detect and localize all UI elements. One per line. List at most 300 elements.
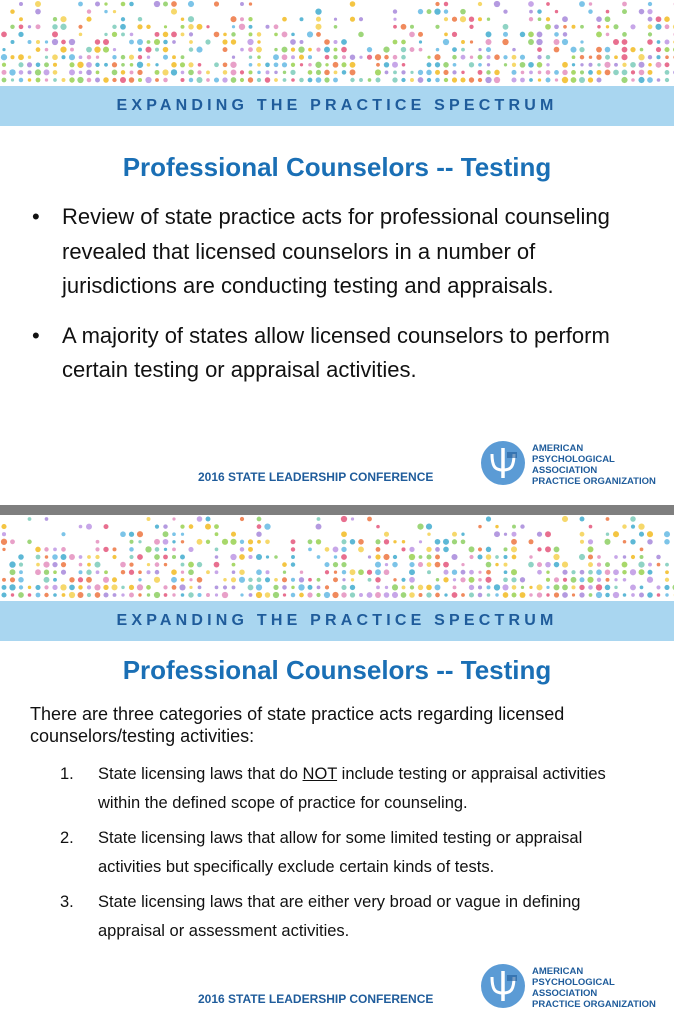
dot	[657, 78, 661, 82]
dot	[223, 33, 227, 37]
dot	[401, 70, 405, 74]
dot	[214, 62, 219, 67]
dot	[10, 539, 15, 544]
dot	[597, 562, 601, 566]
dot	[256, 592, 262, 598]
dot	[562, 516, 568, 522]
dot	[656, 555, 661, 560]
dot	[113, 10, 116, 13]
dot	[79, 71, 83, 75]
dot	[536, 39, 542, 45]
dot	[283, 71, 286, 74]
dot	[206, 570, 210, 574]
dot	[197, 516, 203, 522]
dot	[622, 9, 627, 14]
dot	[512, 555, 517, 560]
dot	[537, 570, 542, 575]
dot	[452, 55, 457, 60]
dot	[520, 55, 525, 60]
dot	[172, 593, 175, 596]
dot	[112, 55, 116, 59]
dot	[172, 555, 176, 559]
dot	[154, 39, 160, 45]
dot	[453, 578, 456, 581]
dot	[232, 56, 235, 59]
dot	[147, 63, 151, 67]
dot	[155, 48, 159, 52]
conference-footer: 2016 STATE LEADERSHIP CONFERENCE	[198, 992, 434, 1006]
apa-line: ASSOCIATION	[532, 465, 598, 476]
dot	[291, 593, 295, 597]
dot	[393, 55, 398, 60]
dot	[588, 570, 593, 575]
dot	[223, 70, 228, 75]
dot	[375, 539, 380, 544]
dot	[94, 562, 100, 568]
dot	[214, 562, 220, 568]
dot	[596, 31, 602, 37]
dot	[334, 71, 338, 75]
dot	[36, 563, 40, 567]
dot	[129, 55, 134, 60]
dot	[461, 55, 466, 60]
dot	[308, 539, 313, 544]
dot	[146, 585, 151, 590]
dot	[410, 71, 413, 74]
dot	[324, 39, 330, 45]
dot	[291, 33, 295, 37]
dot	[664, 585, 669, 590]
dot	[232, 585, 236, 589]
dot	[604, 62, 610, 68]
dot	[588, 9, 592, 13]
dot	[121, 570, 125, 574]
dot	[163, 585, 167, 589]
dot	[350, 539, 355, 544]
dot	[291, 578, 295, 582]
dot	[427, 570, 431, 574]
dot	[359, 17, 363, 21]
dot	[18, 32, 23, 37]
dot	[426, 592, 431, 597]
dot	[61, 55, 65, 59]
item-text-before: State licensing laws that do	[98, 765, 303, 783]
dot	[648, 17, 653, 22]
dot	[316, 524, 322, 530]
dot	[392, 584, 398, 590]
dot	[197, 539, 203, 545]
dot	[155, 63, 158, 66]
dot	[60, 24, 66, 30]
dot	[257, 40, 260, 43]
dot	[443, 547, 449, 553]
dot	[189, 32, 193, 36]
dot	[256, 554, 262, 560]
dot	[426, 585, 432, 591]
dot	[665, 578, 669, 582]
dot	[597, 555, 601, 559]
dot	[638, 523, 644, 529]
dot	[384, 539, 389, 544]
bullet-marker: •	[32, 322, 40, 348]
dot	[555, 10, 558, 13]
dot	[215, 532, 219, 536]
dot	[69, 577, 74, 582]
dot	[528, 39, 534, 45]
dot	[597, 78, 602, 83]
dot	[69, 62, 74, 67]
dot	[265, 592, 271, 598]
dot	[121, 70, 125, 74]
dot	[529, 586, 532, 589]
dot	[350, 17, 355, 22]
dot	[87, 585, 91, 589]
dot	[367, 570, 372, 575]
dot	[664, 539, 670, 545]
dot	[154, 554, 160, 560]
dot	[198, 586, 202, 590]
dot	[460, 577, 465, 582]
dot	[606, 517, 610, 521]
dot	[589, 525, 593, 529]
dot	[35, 69, 41, 75]
dot	[597, 578, 601, 582]
dot	[451, 554, 457, 560]
dot	[248, 17, 252, 21]
dot	[11, 40, 15, 44]
dot	[120, 24, 126, 30]
dot	[231, 39, 236, 44]
dot	[188, 70, 194, 76]
dot	[121, 593, 124, 596]
dot	[495, 563, 498, 566]
dot	[630, 584, 636, 590]
dot	[342, 578, 345, 581]
dot	[401, 578, 405, 582]
dot	[163, 47, 169, 53]
dot	[172, 547, 176, 551]
dot	[240, 547, 244, 551]
dot	[19, 563, 23, 567]
dot	[342, 70, 347, 75]
dot	[155, 32, 160, 37]
dot	[367, 592, 373, 598]
dot	[588, 546, 594, 552]
dot	[589, 55, 592, 58]
dot	[657, 40, 661, 44]
dot	[639, 569, 645, 575]
dot	[27, 70, 31, 74]
dot	[393, 18, 396, 21]
banner	[0, 86, 674, 126]
dot	[528, 32, 534, 38]
apa-logo-block	[480, 438, 670, 488]
dot	[129, 547, 134, 552]
dot	[351, 578, 354, 581]
dot	[334, 48, 338, 52]
dot	[222, 77, 227, 82]
dot	[291, 55, 295, 59]
dot	[282, 585, 287, 590]
dot	[640, 555, 644, 559]
dot	[393, 70, 397, 74]
dot	[393, 555, 397, 559]
dot	[172, 40, 176, 44]
dot	[112, 32, 117, 37]
dot	[325, 55, 330, 60]
dot	[333, 562, 338, 567]
dot	[104, 524, 109, 529]
dot	[154, 539, 160, 545]
dot	[436, 578, 439, 581]
dot	[571, 77, 577, 83]
dot	[215, 555, 219, 559]
dot	[665, 593, 668, 596]
dot	[520, 524, 524, 528]
dot	[316, 593, 320, 597]
dot	[623, 593, 627, 597]
dot	[350, 585, 355, 590]
dot	[61, 554, 67, 560]
dot	[562, 39, 568, 45]
dot	[240, 70, 244, 74]
dot	[154, 577, 160, 583]
dot	[596, 16, 602, 22]
dot	[623, 540, 627, 544]
dot	[487, 63, 490, 66]
dot	[69, 554, 75, 560]
dot	[325, 570, 329, 574]
dot	[427, 562, 432, 567]
dot	[580, 570, 585, 575]
dot	[511, 539, 517, 545]
dot	[308, 585, 313, 590]
dot	[443, 570, 448, 575]
dot	[249, 25, 253, 29]
apa-line: PRACTICE ORGANIZATION	[532, 999, 656, 1010]
dot	[43, 561, 49, 567]
dot	[393, 540, 396, 543]
dot	[572, 25, 576, 29]
dot	[172, 55, 176, 59]
dot	[172, 585, 177, 590]
list-item	[60, 760, 650, 818]
dot	[665, 62, 670, 67]
dot	[112, 25, 116, 29]
dot	[461, 593, 465, 597]
dot	[36, 62, 41, 67]
dot	[605, 593, 610, 598]
dot	[665, 570, 669, 574]
dot	[138, 17, 142, 21]
dot	[249, 32, 253, 36]
dot	[129, 532, 134, 537]
dot	[368, 578, 372, 582]
dot	[376, 586, 380, 590]
dot	[486, 70, 490, 74]
dot	[86, 577, 92, 583]
banner	[0, 601, 674, 641]
dot	[103, 547, 108, 552]
dot	[487, 585, 491, 589]
dot	[96, 56, 99, 59]
dot	[240, 17, 244, 21]
dot	[427, 532, 430, 535]
apa-psi-logo-icon	[480, 963, 526, 1009]
dot	[324, 562, 329, 567]
dot	[563, 32, 568, 37]
dot	[419, 540, 422, 543]
dot	[478, 70, 483, 75]
dot	[554, 592, 559, 597]
dot	[562, 585, 568, 591]
dot	[478, 17, 482, 21]
dot	[647, 9, 652, 14]
dot	[434, 8, 440, 14]
dot	[384, 532, 389, 537]
dot	[188, 592, 193, 597]
dot	[555, 78, 558, 81]
dot	[18, 577, 24, 583]
dot	[571, 70, 576, 75]
dot	[443, 39, 449, 45]
dot	[300, 17, 304, 21]
dot	[53, 578, 57, 582]
dot	[308, 55, 312, 59]
dot	[341, 47, 347, 53]
dot	[240, 2, 244, 6]
dot	[162, 69, 168, 75]
dot	[333, 78, 338, 83]
dot	[171, 62, 177, 68]
dot	[638, 54, 644, 60]
dot	[324, 70, 330, 76]
dot	[504, 63, 507, 66]
dot	[376, 547, 381, 552]
dot	[664, 16, 670, 22]
dot	[605, 47, 611, 53]
dot	[35, 547, 41, 553]
dot	[265, 77, 270, 82]
dot	[579, 585, 584, 590]
dot	[196, 47, 202, 53]
dot	[571, 585, 575, 589]
dot	[19, 70, 24, 75]
dot	[154, 1, 160, 7]
dot	[623, 578, 627, 582]
dot	[461, 539, 466, 544]
dot	[146, 25, 150, 29]
dot	[529, 17, 533, 21]
dot	[622, 47, 628, 53]
dot	[189, 524, 194, 529]
dot	[367, 517, 372, 522]
dot	[2, 548, 5, 551]
dot	[130, 70, 134, 74]
dot	[36, 24, 41, 29]
dot	[613, 569, 619, 575]
dot	[580, 577, 585, 582]
dot	[257, 55, 261, 59]
dot	[648, 32, 652, 36]
dot	[96, 570, 100, 574]
dot	[230, 16, 236, 22]
dot	[588, 63, 592, 67]
dot	[528, 62, 534, 68]
dot	[606, 25, 609, 28]
dot	[96, 71, 100, 75]
dot	[77, 77, 83, 83]
apa-line: AMERICAN	[532, 443, 584, 454]
dot	[333, 62, 339, 68]
dot	[172, 540, 175, 543]
dot	[546, 593, 549, 596]
dot	[469, 77, 474, 82]
dot	[409, 32, 415, 38]
dot	[350, 78, 354, 82]
dot	[2, 578, 6, 582]
dot	[375, 577, 380, 582]
dot	[53, 78, 57, 82]
dot	[436, 48, 440, 52]
dot	[554, 577, 559, 582]
dot	[469, 577, 475, 583]
dot	[181, 71, 185, 75]
dot	[648, 55, 652, 59]
dot	[316, 70, 321, 75]
intro-text: There are three categories of state practice acts regarding licensed counselors/testing activities:	[30, 704, 565, 746]
dot	[435, 62, 440, 67]
dot	[188, 24, 194, 30]
dot	[70, 48, 74, 52]
dot	[478, 593, 483, 598]
dot	[104, 570, 108, 574]
dot	[512, 585, 517, 590]
dot	[401, 24, 407, 30]
dot	[10, 569, 16, 575]
dot	[308, 63, 312, 67]
dot	[562, 592, 568, 598]
dot	[316, 32, 321, 37]
dot	[503, 55, 507, 59]
dot	[589, 593, 593, 597]
dot	[614, 63, 618, 67]
dot	[35, 585, 40, 590]
dot	[147, 56, 150, 59]
dot	[478, 55, 483, 60]
dot	[563, 25, 567, 29]
dot	[562, 62, 568, 68]
dot	[350, 569, 356, 575]
dot	[273, 592, 279, 598]
dot	[230, 539, 236, 545]
dot	[19, 24, 24, 29]
dot	[11, 78, 14, 81]
dot	[579, 554, 585, 560]
list-item	[60, 824, 650, 882]
item-text: State licensing laws that are either very broad or vague in defining appraisal or assessment activities.	[98, 893, 581, 940]
dot	[249, 593, 253, 597]
dot	[28, 40, 32, 44]
dot	[426, 547, 431, 552]
dot	[622, 63, 626, 67]
dot	[214, 524, 219, 529]
dot	[78, 585, 82, 589]
dot	[647, 77, 653, 83]
dot	[589, 2, 592, 5]
dot	[129, 585, 134, 590]
dot	[138, 78, 142, 82]
